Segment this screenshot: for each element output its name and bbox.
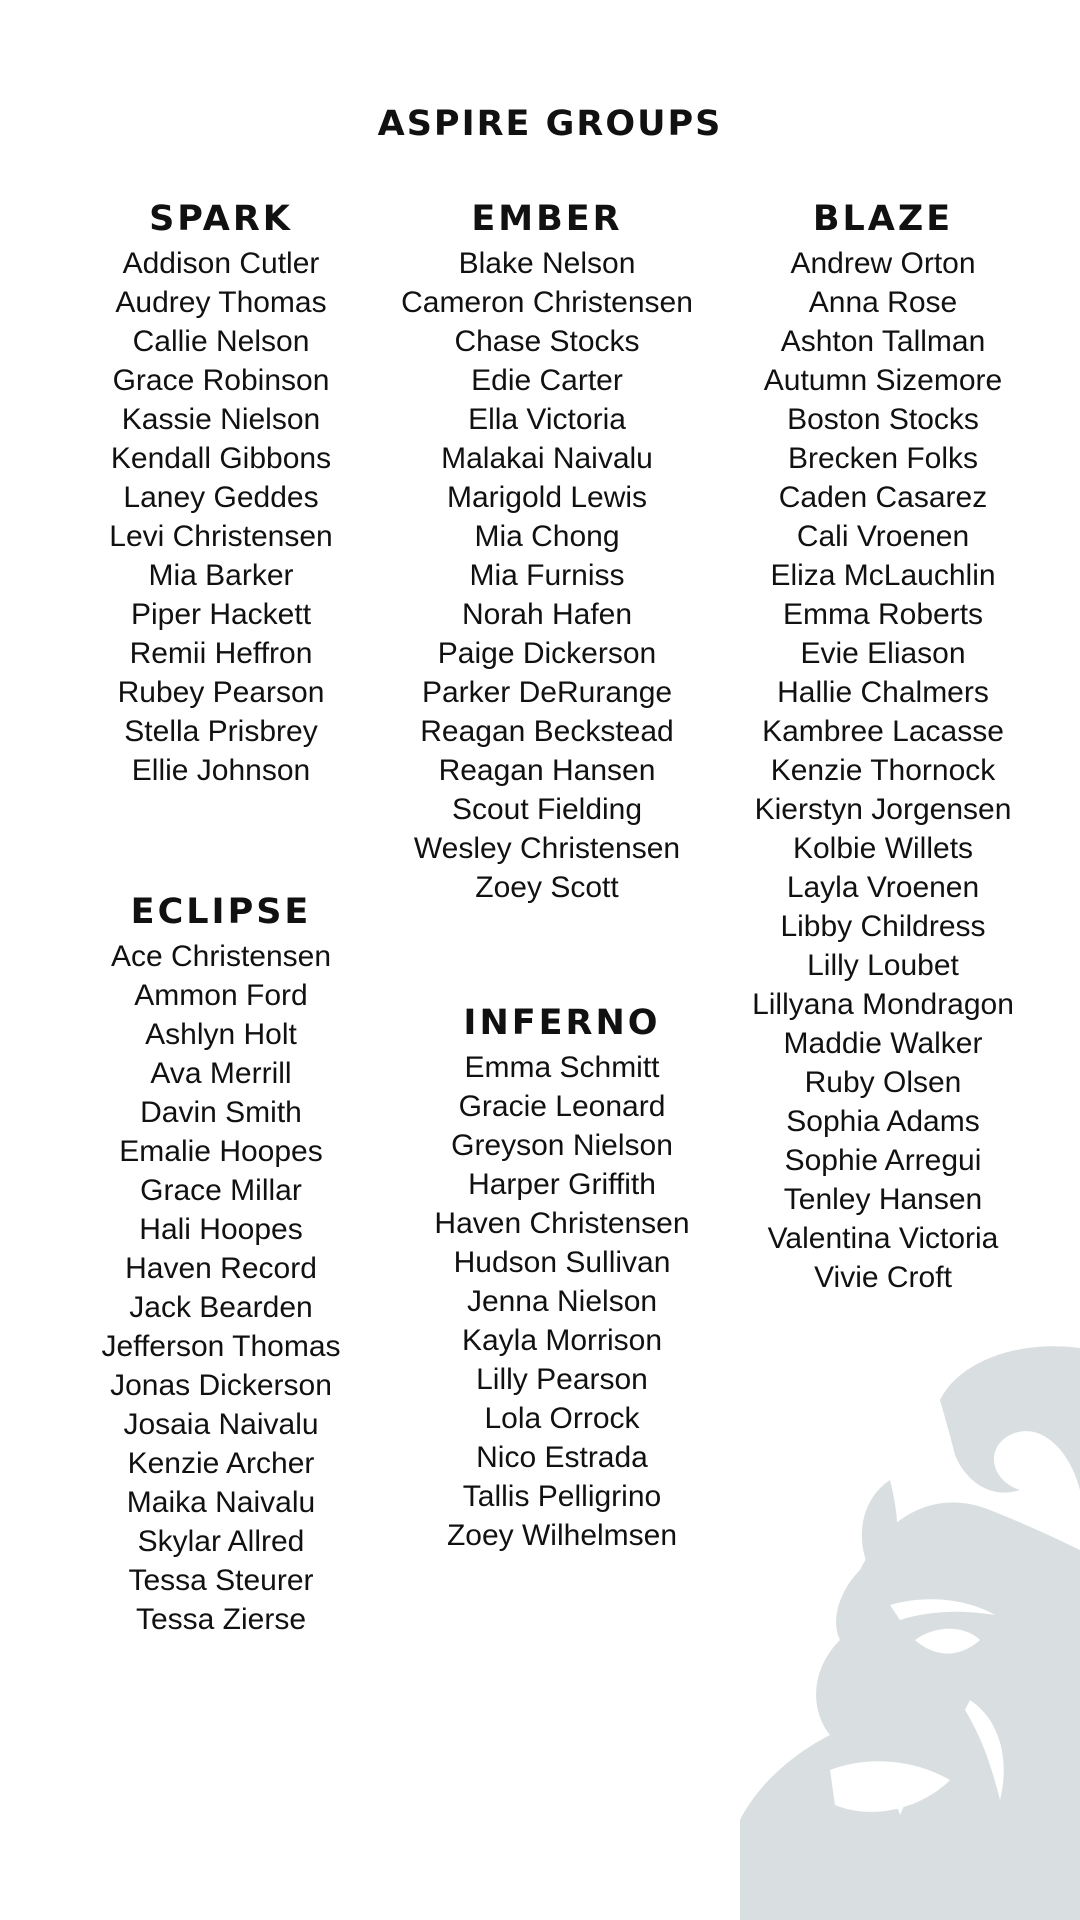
group-title: SPARK — [149, 199, 293, 239]
group-eclipse — [71, 887, 371, 1639]
group-spark — [71, 194, 371, 790]
member-name: Edie Carter — [471, 364, 623, 397]
member-name: Ashton Tallman — [780, 325, 986, 358]
member-name: Sophia Adams — [786, 1105, 980, 1138]
member-name: Kenzie Thornock — [770, 754, 996, 787]
member-name: Libby Childress — [780, 910, 986, 943]
member-name: Evie Eliason — [800, 637, 966, 670]
member-name: Malakai Naivalu — [441, 442, 653, 475]
member-name: Norah Hafen — [461, 598, 633, 631]
member-name: Brecken Folks — [787, 442, 979, 475]
member-name: Ellie Johnson — [131, 754, 311, 787]
member-name: Andrew Orton — [790, 247, 976, 280]
member-name: Emma Schmitt — [464, 1051, 660, 1084]
member-name: Hudson Sullivan — [453, 1246, 671, 1279]
member-name: Kolbie Willets — [792, 832, 974, 865]
member-name: Piper Hackett — [130, 598, 312, 631]
member-name: Haven Record — [125, 1252, 317, 1285]
member-list — [397, 244, 697, 907]
member-name: Scout Fielding — [451, 793, 643, 826]
member-name: Kayla Morrison — [461, 1324, 663, 1357]
member-name: Haven Christensen — [434, 1207, 690, 1240]
member-name: Lilly Pearson — [476, 1363, 648, 1396]
member-name: Jack Bearden — [129, 1291, 313, 1324]
member-name: Nico Estrada — [476, 1441, 648, 1474]
member-list — [71, 937, 371, 1639]
member-name: Paige Dickerson — [437, 637, 657, 670]
member-name: Caden Casarez — [778, 481, 988, 514]
member-name: Tallis Pelligrino — [462, 1480, 662, 1513]
member-name: Chase Stocks — [454, 325, 640, 358]
member-name: Parker DeRurange — [421, 676, 673, 709]
group-title: EMBER — [471, 199, 623, 239]
member-name: Davin Smith — [140, 1096, 302, 1129]
member-name: Marigold Lewis — [446, 481, 648, 514]
member-name: Cameron Christensen — [401, 286, 693, 319]
member-name: Lilly Loubet — [807, 949, 959, 982]
member-name: Reagan Hansen — [438, 754, 656, 787]
group-title: INFERNO — [463, 1003, 661, 1043]
member-name: Ashlyn Holt — [145, 1018, 297, 1051]
member-name: Josaia Naivalu — [123, 1408, 319, 1441]
member-name: Eliza McLauchlin — [770, 559, 996, 592]
group-title: BLAZE — [812, 199, 954, 239]
member-list — [733, 244, 1033, 1297]
member-name: Reagan Beckstead — [420, 715, 674, 748]
member-name: Jonas Dickerson — [110, 1369, 332, 1402]
member-list — [412, 1048, 712, 1555]
member-name: Lola Orrock — [484, 1402, 640, 1435]
member-name: Tessa Zierse — [135, 1603, 307, 1636]
member-name: Emma Roberts — [782, 598, 984, 631]
member-name: Remii Heffron — [129, 637, 313, 670]
member-name: Zoey Scott — [475, 871, 619, 904]
member-name: Grace Robinson — [112, 364, 330, 397]
member-name: Ella Victoria — [468, 403, 626, 436]
member-name: Layla Vroenen — [786, 871, 980, 904]
member-name: Lillyana Mondragon — [752, 988, 1014, 1021]
member-name: Ace Christensen — [110, 940, 332, 973]
member-name: Blake Nelson — [458, 247, 636, 280]
member-name: Emalie Hoopes — [119, 1135, 323, 1168]
member-name: Hali Hoopes — [139, 1213, 303, 1246]
member-name: Gracie Leonard — [458, 1090, 666, 1123]
member-name: Kassie Nielson — [121, 403, 321, 436]
member-name: Ava Merrill — [150, 1057, 292, 1090]
member-name: Kierstyn Jorgensen — [754, 793, 1012, 826]
member-name: Maika Naivalu — [126, 1486, 316, 1519]
member-name: Valentina Victoria — [767, 1222, 999, 1255]
member-name: Rubey Pearson — [117, 676, 325, 709]
member-name: Kambree Lacasse — [762, 715, 1004, 748]
member-name: Harper Griffith — [468, 1168, 656, 1201]
member-name: Ammon Ford — [134, 979, 308, 1012]
member-name: Anna Rose — [808, 286, 958, 319]
member-name: Grace Millar — [140, 1174, 302, 1207]
group-title: ECLIPSE — [130, 892, 312, 932]
member-name: Greyson Nielson — [451, 1129, 673, 1162]
member-name: Kendall Gibbons — [110, 442, 332, 475]
member-name: Mia Barker — [148, 559, 294, 592]
member-name: Levi Christensen — [109, 520, 333, 553]
member-name: Jefferson Thomas — [101, 1330, 341, 1363]
member-name: Kenzie Archer — [127, 1447, 315, 1480]
member-name: Tessa Steurer — [128, 1564, 314, 1597]
member-name: Zoey Wilhelmsen — [446, 1519, 678, 1552]
group-blaze — [733, 194, 1033, 1297]
member-name: Laney Geddes — [123, 481, 319, 514]
group-ember — [397, 194, 697, 907]
member-name: Autumn Sizemore — [763, 364, 1003, 397]
member-name: Skylar Allred — [137, 1525, 305, 1558]
member-name: Audrey Thomas — [115, 286, 327, 319]
member-name: Ruby Olsen — [804, 1066, 962, 1099]
member-name: Sophie Arregui — [784, 1144, 982, 1177]
member-name: Callie Nelson — [132, 325, 310, 358]
group-inferno — [412, 998, 712, 1555]
member-name: Vivie Croft — [814, 1261, 952, 1294]
member-list — [71, 244, 371, 790]
member-name: Stella Prisbrey — [124, 715, 318, 748]
member-name: Maddie Walker — [783, 1027, 983, 1060]
member-name: Boston Stocks — [787, 403, 979, 436]
member-name: Tenley Hansen — [783, 1183, 983, 1216]
mascot-silhouette-icon — [740, 1340, 1080, 1920]
member-name: Wesley Christensen — [413, 832, 681, 865]
page-title: ASPIRE GROUPS — [377, 104, 723, 144]
member-name: Addison Cutler — [122, 247, 320, 280]
member-name: Hallie Chalmers — [777, 676, 989, 709]
member-name: Mia Furniss — [469, 559, 625, 592]
member-name: Mia Chong — [474, 520, 620, 553]
member-name: Cali Vroenen — [796, 520, 970, 553]
member-name: Jenna Nielson — [466, 1285, 658, 1318]
